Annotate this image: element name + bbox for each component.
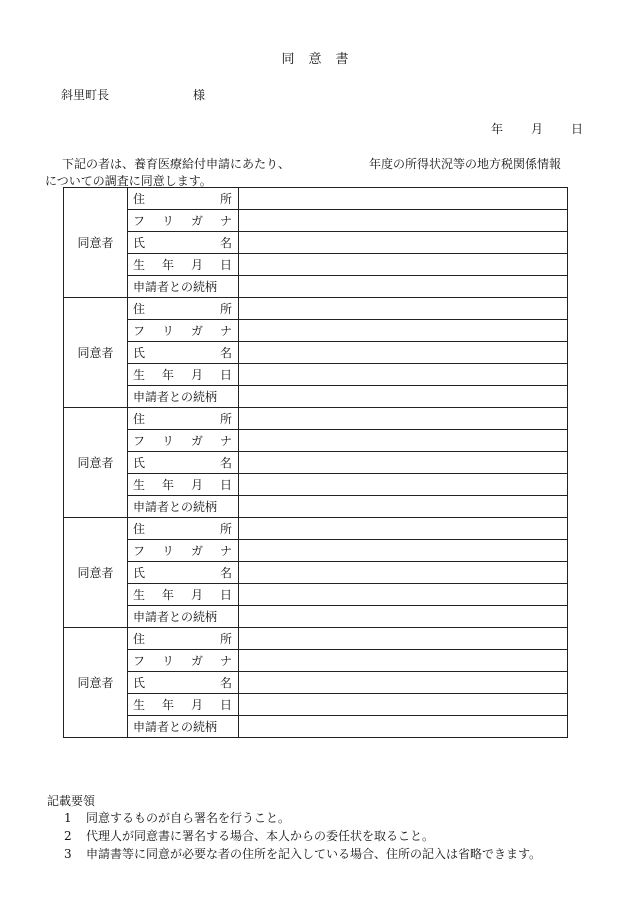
field-label-address	[128, 628, 239, 650]
consenter-furigana-row	[64, 430, 568, 452]
field-value-furigana[interactable]	[239, 320, 568, 342]
consenter-birthdate-row	[64, 474, 568, 496]
field-label-furigana	[128, 430, 239, 452]
field-label-relation	[128, 606, 239, 628]
field-label-char: 住	[133, 412, 146, 426]
field-label-char: フ	[133, 434, 146, 448]
field-label-address	[128, 188, 239, 210]
field-value-birthdate[interactable]	[239, 364, 568, 386]
consenter-label: 同意者	[64, 298, 128, 408]
field-label-char: 日	[219, 368, 232, 382]
field-value-address[interactable]	[239, 408, 568, 430]
field-label-char: 所	[219, 412, 232, 426]
field-label-furigana	[128, 210, 239, 232]
consenter-address-row	[64, 298, 568, 320]
field-label-char: ナ	[219, 324, 232, 338]
consenter-relation-row	[64, 496, 568, 518]
field-label-relation	[128, 276, 239, 298]
field-label-char: 氏	[133, 346, 146, 360]
date-month-label: 月	[531, 122, 544, 136]
field-label-char: 名	[219, 456, 232, 470]
field-value-birthdate[interactable]	[239, 474, 568, 496]
field-label-char: フ	[133, 324, 146, 338]
addressee: 斜里町長	[61, 88, 110, 102]
field-value-relation[interactable]	[239, 606, 568, 628]
consenter-relation-row	[64, 606, 568, 628]
field-value-furigana[interactable]	[239, 540, 568, 562]
field-label-birthdate	[128, 694, 239, 716]
field-label-char: 名	[219, 676, 232, 690]
date-year-label: 年	[491, 122, 504, 136]
consenter-label: 同意者	[64, 408, 128, 518]
consenter-furigana-row	[64, 650, 568, 672]
consenter-relation-row	[64, 716, 568, 738]
consenter-label: 同意者	[64, 628, 128, 738]
field-label-char: 生	[133, 588, 146, 602]
consenter-furigana-row	[64, 320, 568, 342]
field-label-char: 名	[219, 566, 232, 580]
note-number: 2	[64, 829, 72, 843]
note-item	[64, 827, 434, 844]
field-value-relation[interactable]	[239, 716, 568, 738]
field-label-address	[128, 408, 239, 430]
consenter-label: 同意者	[64, 518, 128, 628]
consenter-label: 同意者	[64, 188, 128, 298]
field-label-char: 日	[219, 698, 232, 712]
field-label-char: ガ	[190, 214, 203, 228]
field-label-relation	[128, 386, 239, 408]
field-label-char: 名	[219, 236, 232, 250]
field-value-name[interactable]	[239, 452, 568, 474]
consenter-birthdate-row	[64, 584, 568, 606]
field-label-char: 氏	[133, 236, 146, 250]
field-value-furigana[interactable]	[239, 650, 568, 672]
field-label-char: 日	[219, 588, 232, 602]
consenter-name-row	[64, 232, 568, 254]
consenter-name-row	[64, 562, 568, 584]
field-label-char: 所	[219, 192, 232, 206]
field-label-char: 月	[190, 478, 203, 492]
field-label-furigana	[128, 320, 239, 342]
field-label-char: 日	[219, 258, 232, 272]
field-label-char: 氏	[133, 676, 146, 690]
field-label-text: 申請者との続柄	[133, 500, 218, 514]
consenter-birthdate-row	[64, 694, 568, 716]
field-label-birthdate	[128, 364, 239, 386]
field-label-name	[128, 452, 239, 474]
consent-table	[63, 187, 568, 738]
field-label-name	[128, 562, 239, 584]
field-label-char: ナ	[219, 544, 232, 558]
consenter-relation-row	[64, 386, 568, 408]
field-label-char: ガ	[190, 434, 203, 448]
field-value-address[interactable]	[239, 188, 568, 210]
intro-text-year: 年度の所得状況等の地方税関係情報	[369, 157, 562, 171]
field-label-char: 名	[219, 346, 232, 360]
field-label-char: 日	[219, 478, 232, 492]
field-label-char: 年	[161, 258, 174, 272]
field-label-name	[128, 232, 239, 254]
date-day-label: 日	[571, 122, 584, 136]
field-label-char: 月	[190, 588, 203, 602]
consenter-furigana-row	[64, 210, 568, 232]
field-value-furigana[interactable]	[239, 430, 568, 452]
field-label-name	[128, 342, 239, 364]
field-label-char: リ	[161, 324, 174, 338]
field-label-char: ナ	[219, 434, 232, 448]
field-label-address	[128, 298, 239, 320]
field-label-char: ガ	[190, 324, 203, 338]
consenter-address-row	[64, 408, 568, 430]
field-label-char: ナ	[219, 654, 232, 668]
note-text: 申請書等に同意が必要な者の住所を記入している場合、住所の記入は省略できます。	[86, 847, 542, 861]
notes-heading: 記載要領	[47, 794, 96, 808]
consenter-address-row	[64, 188, 568, 210]
field-label-char: 月	[190, 258, 203, 272]
field-value-birthdate[interactable]	[239, 694, 568, 716]
field-label-char: 年	[161, 698, 174, 712]
field-value-address[interactable]	[239, 628, 568, 650]
honorific: 様	[193, 88, 206, 102]
field-value-name[interactable]	[239, 342, 568, 364]
consenter-furigana-row	[64, 540, 568, 562]
field-value-address[interactable]	[239, 298, 568, 320]
field-label-char: ガ	[190, 544, 203, 558]
field-label-char: フ	[133, 214, 146, 228]
field-value-relation[interactable]	[239, 496, 568, 518]
field-label-char: 年	[161, 368, 174, 382]
note-number: 1	[64, 811, 72, 825]
field-value-birthdate[interactable]	[239, 584, 568, 606]
consenter-name-row	[64, 452, 568, 474]
field-value-name[interactable]	[239, 672, 568, 694]
note-text: 同意するものが自ら署名を行うこと。	[86, 811, 291, 825]
field-label-char: 月	[190, 368, 203, 382]
field-label-char: 生	[133, 478, 146, 492]
field-label-address	[128, 518, 239, 540]
intro-text-line2: についての調査に同意します。	[45, 174, 212, 188]
field-label-birthdate	[128, 254, 239, 276]
note-text: 代理人が同意書に署名する場合、本人からの委任状を取ること。	[86, 829, 435, 843]
field-label-char: 住	[133, 302, 146, 316]
field-label-char: 氏	[133, 566, 146, 580]
consenter-name-row	[64, 672, 568, 694]
field-label-char: 所	[219, 302, 232, 316]
consenter-name-row	[64, 342, 568, 364]
field-label-char: 生	[133, 258, 146, 272]
field-label-text: 申請者との続柄	[133, 720, 218, 734]
field-value-furigana[interactable]	[239, 210, 568, 232]
field-value-name[interactable]	[239, 562, 568, 584]
field-value-birthdate[interactable]	[239, 254, 568, 276]
consenter-birthdate-row	[64, 254, 568, 276]
field-label-char: 住	[133, 522, 146, 536]
consenter-birthdate-row	[64, 364, 568, 386]
field-label-text: 申請者との続柄	[133, 390, 218, 404]
consenter-address-row	[64, 628, 568, 650]
document-title: 同意書	[281, 52, 363, 67]
field-label-char: 所	[219, 522, 232, 536]
field-value-address[interactable]	[239, 518, 568, 540]
field-label-char: フ	[133, 544, 146, 558]
field-label-char: リ	[161, 544, 174, 558]
note-item	[64, 845, 541, 862]
field-value-relation[interactable]	[239, 276, 568, 298]
field-label-name	[128, 672, 239, 694]
field-label-char: フ	[133, 654, 146, 668]
field-label-char: 所	[219, 632, 232, 646]
field-label-furigana	[128, 650, 239, 672]
field-label-char: 住	[133, 192, 146, 206]
consenter-relation-row	[64, 276, 568, 298]
field-label-char: ガ	[190, 654, 203, 668]
field-value-relation[interactable]	[239, 386, 568, 408]
field-label-char: リ	[161, 214, 174, 228]
field-value-name[interactable]	[239, 232, 568, 254]
field-label-char: 住	[133, 632, 146, 646]
field-label-relation	[128, 496, 239, 518]
note-item	[64, 809, 290, 826]
field-label-furigana	[128, 540, 239, 562]
intro-text-line1: 下記の者は、養育医療給付申請にあたり、	[62, 157, 291, 171]
field-label-char: ナ	[219, 214, 232, 228]
field-label-birthdate	[128, 474, 239, 496]
field-label-char: 年	[161, 588, 174, 602]
field-label-char: 生	[133, 368, 146, 382]
field-label-char: 生	[133, 698, 146, 712]
field-label-char: リ	[161, 434, 174, 448]
field-label-char: リ	[161, 654, 174, 668]
field-label-birthdate	[128, 584, 239, 606]
field-label-char: 年	[161, 478, 174, 492]
field-label-text: 申請者との続柄	[133, 610, 218, 624]
note-number: 3	[64, 847, 72, 861]
field-label-char: 氏	[133, 456, 146, 470]
field-label-char: 月	[190, 698, 203, 712]
consenter-address-row	[64, 518, 568, 540]
field-label-text: 申請者との続柄	[133, 280, 218, 294]
field-label-relation	[128, 716, 239, 738]
